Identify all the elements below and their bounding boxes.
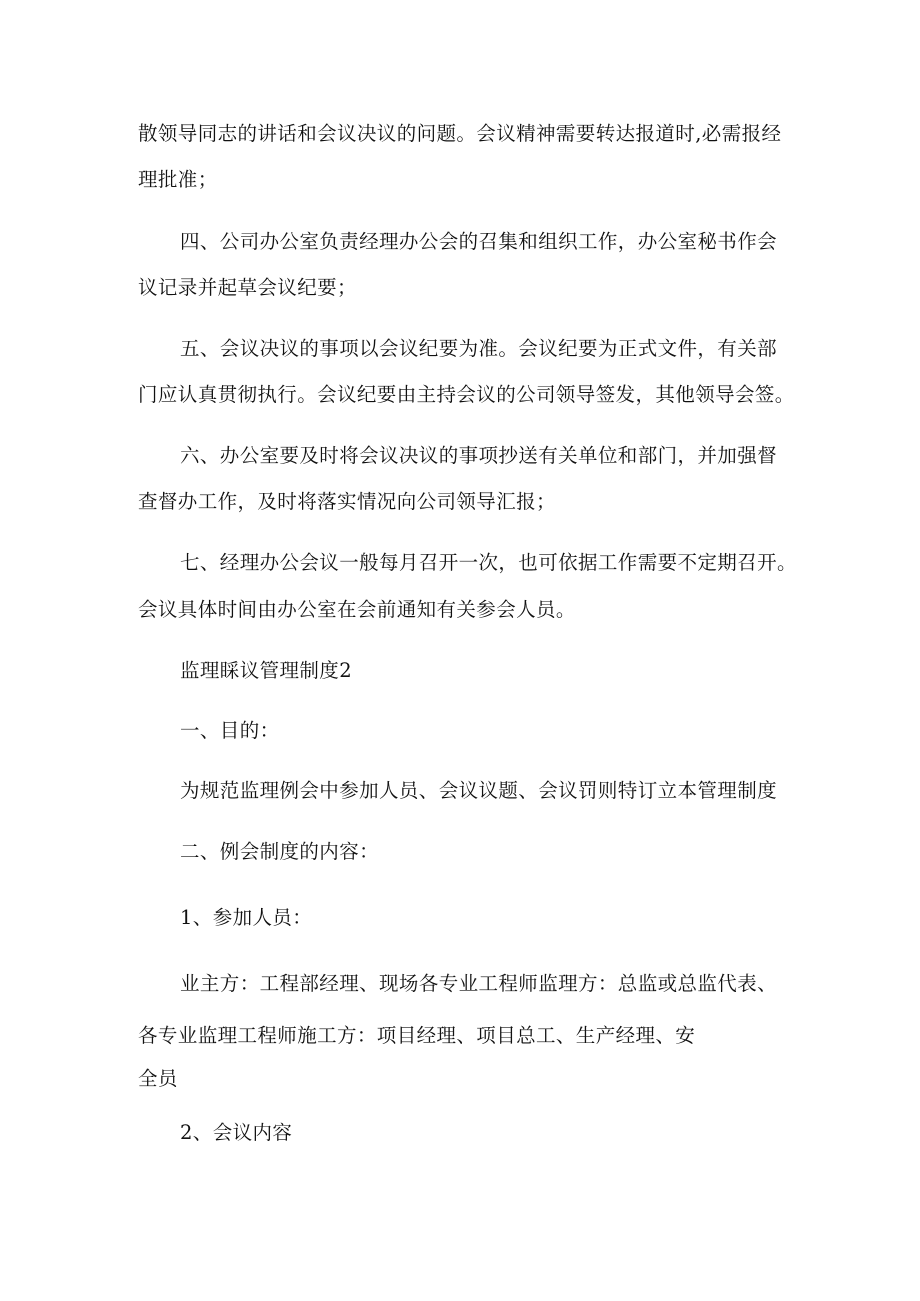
paragraph-line: 为规范监理例会中参加人员、会议议题、会议罚则特订立本管理制度 <box>180 779 778 802</box>
paragraph-line: 六、办公室要及时将会议决议的事项抄送有关单位和部门，并加强督 <box>180 444 778 467</box>
paragraph-line: 理批准； <box>138 168 218 191</box>
paragraph-line: 全员 <box>138 1067 178 1090</box>
paragraph-line: 散领导同志的讲话和会议决议的问题。会议精神需要转达报道时,必需报经 <box>138 122 782 145</box>
heading-line: 1、参加人员： <box>180 906 313 929</box>
heading-line: 2、会议内容 <box>180 1121 293 1144</box>
paragraph-line: 四、公司办公室负责经理办公会的召集和组织工作，办公室秘书作会 <box>180 230 778 253</box>
section-title: 监理睬议管理制度2 <box>180 659 353 682</box>
paragraph-line: 查督办工作，及时将落实情况向公司领导汇报； <box>138 490 556 513</box>
paragraph-line: 各专业监理工程师施工方：项目经理、项目总工、生产经理、安 <box>138 1024 696 1047</box>
paragraph-line: 业主方：工程部经理、现场各专业工程师监理方：总监或总监代表、 <box>180 972 778 995</box>
paragraph-line: 议记录并起草会议纪要； <box>138 276 357 299</box>
heading-line: 二、例会制度的内容： <box>180 840 380 863</box>
paragraph-line: 会议具体时间由办公室在会前通知有关参会人员。 <box>138 598 576 621</box>
heading-line: 一、目的： <box>180 719 280 742</box>
paragraph-line: 七、经理办公会议一般每月召开一次，也可依据工作需要不定期召开。 <box>180 551 797 574</box>
paragraph-line: 五、会议决议的事项以会议纪要为准。会议纪要为正式文件，有关部 <box>180 337 778 360</box>
paragraph-line: 门应认真贯彻执行。会议纪要由主持会议的公司领导签发，其他领导会签。 <box>138 383 795 406</box>
